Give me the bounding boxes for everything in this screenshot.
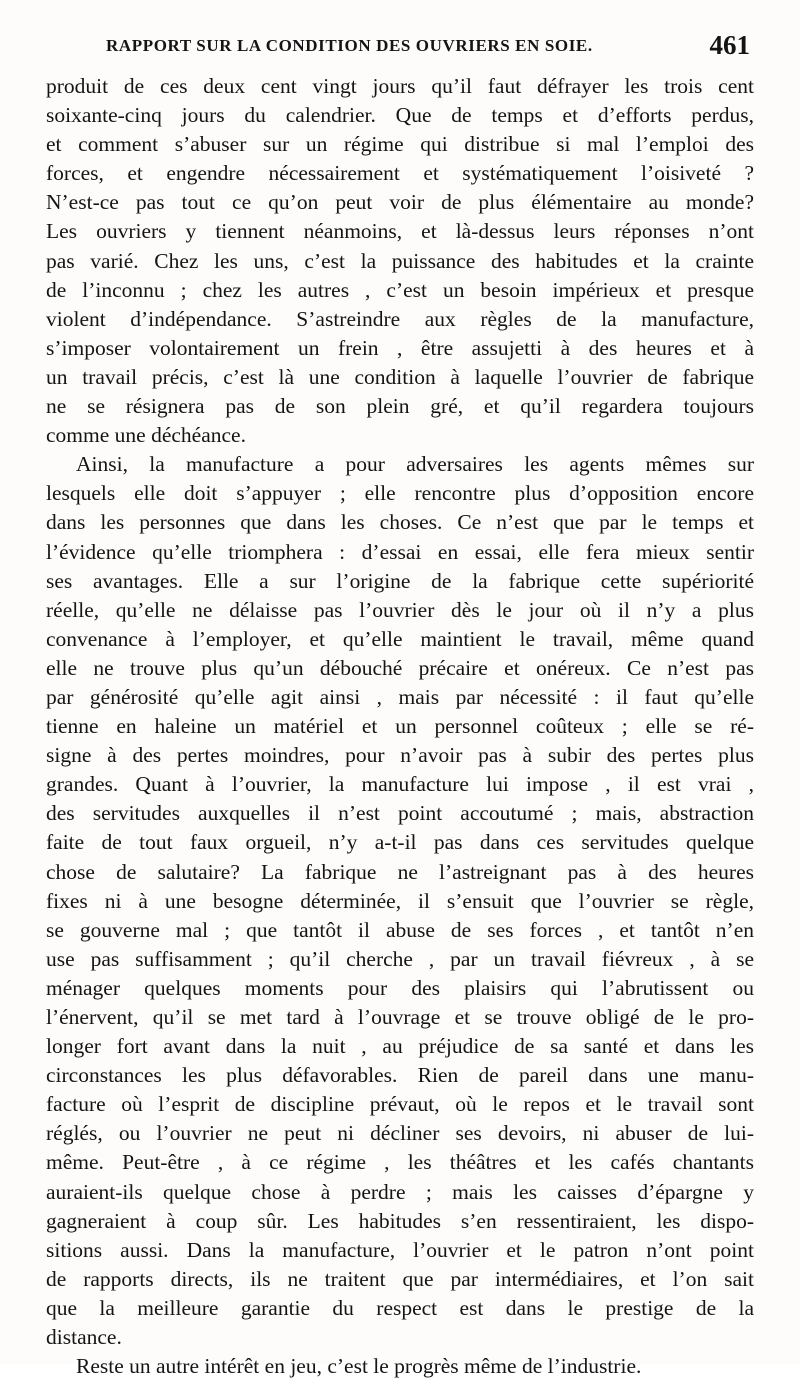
body-text (46, 72, 754, 1381)
text-line: Ainsi, la manufacture a pour adversaires les agents mêmes sur (76, 452, 754, 477)
text-line: chose de salutaire? La fabrique ne l’astreignant pas à des heures (46, 859, 754, 884)
text-line: elle ne trouve plus qu’un débouché précaire et onéreux. Ce n’est pas (46, 655, 754, 680)
text-line: réglés, ou l’ouvrier ne peut ni décliner ses devoirs, ni abuser de lui- (46, 1121, 754, 1146)
text-line: l’énervent, qu’il se met tard à l’ouvrage et se trouve obligé de le pro- (46, 1005, 754, 1029)
paragraph (46, 72, 754, 450)
text-line: pas varié. Chez les uns, c’est la puissance des habitudes et la crainte (46, 248, 754, 273)
text-line: circonstances les plus défavorables. Rien de pareil dans une manu- (46, 1063, 754, 1088)
text-line: de l’inconnu ; chez les autres , c’est un besoin impérieux et presque (46, 277, 754, 302)
text-line: et comment s’abuser sur un régime qui distribue si mal l’emploi des (46, 132, 754, 157)
text-line: sitions aussi. Dans la manufacture, l’ouvrier et le patron n’ont point (46, 1237, 754, 1262)
text-line: distance. (46, 1325, 122, 1350)
text-line: N’est-ce pas tout ce qu’on peut voir de plus élémentaire au monde? (46, 190, 754, 215)
text-line: fixes ni à une besogne déterminée, il s’ensuit que l’ouvrier se règle, (46, 888, 754, 913)
text-line: par générosité qu’elle agit ainsi , mais par nécessité : il faut qu’elle (46, 684, 754, 709)
text-line: grandes. Quant à l’ouvrier, la manufacture lui impose , il est vrai , (46, 772, 754, 797)
text-line: ménager quelques moments pour des plaisirs qui l’abrutissent ou (46, 975, 754, 1000)
text-line: faite de tout faux orgueil, n’y a-t-il pas dans ces servitudes quelque (46, 830, 754, 855)
text-line: soixante-cinq jours du calendrier. Que de temps et d’efforts perdus, (46, 103, 754, 128)
text-line: que la meilleure garantie du respect est dans le prestige de la (46, 1295, 754, 1320)
text-line: comme une déchéance. (46, 423, 246, 448)
text-line: des servitudes auxquelles il n’est point accoutumé ; mais, abstraction (46, 801, 754, 826)
text-line: longer fort avant dans la nuit , au préjudice de sa santé et dans les (46, 1034, 754, 1059)
text-line: tienne en haleine un matériel et un personnel coûteux ; elle se ré- (46, 714, 754, 739)
text-line: un travail précis, c’est là une condition à laquelle l’ouvrier de fabrique (46, 364, 754, 389)
text-line: même. Peut-être , à ce régime , les théâtres et les cafés chantants (46, 1150, 754, 1175)
text-line: de rapports directs, ils ne traitent que par intermédiaires, et l’on sait (46, 1266, 754, 1291)
text-line: l’évidence qu’elle triomphera : d’essai en essai, elle fera mieux sentir (46, 539, 754, 564)
paragraph (46, 450, 754, 1352)
running-head (106, 30, 750, 64)
text-line: gagneraient à coup sûr. Les habitudes s’en ressentiraient, les dispo- (46, 1208, 754, 1233)
paragraph (46, 1352, 754, 1381)
text-line: facture où l’esprit de discipline prévaut, où le repos et le travail sont (46, 1092, 754, 1117)
text-line: forces, et engendre nécessairement et systématiquement l’oisiveté ? (46, 161, 754, 186)
text-line: réelle, qu’elle ne délaisse pas l’ouvrier dès le jour où il n’y a plus (46, 597, 754, 622)
page-number: 461 (709, 30, 750, 60)
text-line: ses avantages. Elle a sur l’origine de la fabrique cette supériorité (46, 568, 754, 593)
text-line: ne se résignera pas de son plein gré, et qu’il regardera toujours (46, 394, 754, 419)
text-line: dans les personnes que dans les choses. Ce n’est que par le temps et (46, 510, 754, 535)
text-line: s’imposer volontairement un frein , être assujetti à des heures et à (46, 335, 754, 360)
text-line: produit de ces deux cent vingt jours qu’il faut défrayer les trois cent (46, 74, 754, 98)
text-line: Reste un autre intérêt en jeu, c’est le progrès même de l’industrie. (76, 1354, 642, 1379)
text-line: violent d’indépendance. S’astreindre aux règles de la manufacture, (46, 306, 754, 331)
text-line: signe à des pertes moindres, pour n’avoir pas à subir des pertes plus (46, 743, 754, 768)
text-line: convenance à l’employer, et qu’elle maintient le travail, même quand (46, 626, 754, 651)
running-head-title: RAPPORT SUR LA CONDITION DES OUVRIERS EN SOIE. (106, 36, 593, 55)
text-line: se gouverne mal ; que tantôt il abuse de ses forces , et tantôt n’en (46, 917, 754, 942)
text-line: lesquels elle doit s’appuyer ; elle rencontre plus d’opposition encore (46, 481, 754, 506)
text-line: Les ouvriers y tiennent néanmoins, et là-dessus leurs réponses n’ont (46, 219, 754, 244)
text-line: use pas suffisamment ; qu’il cherche , par un travail fiévreux , à se (46, 946, 754, 971)
text-line: auraient-ils quelque chose à perdre ; mais les caisses d’épargne y (46, 1179, 754, 1204)
